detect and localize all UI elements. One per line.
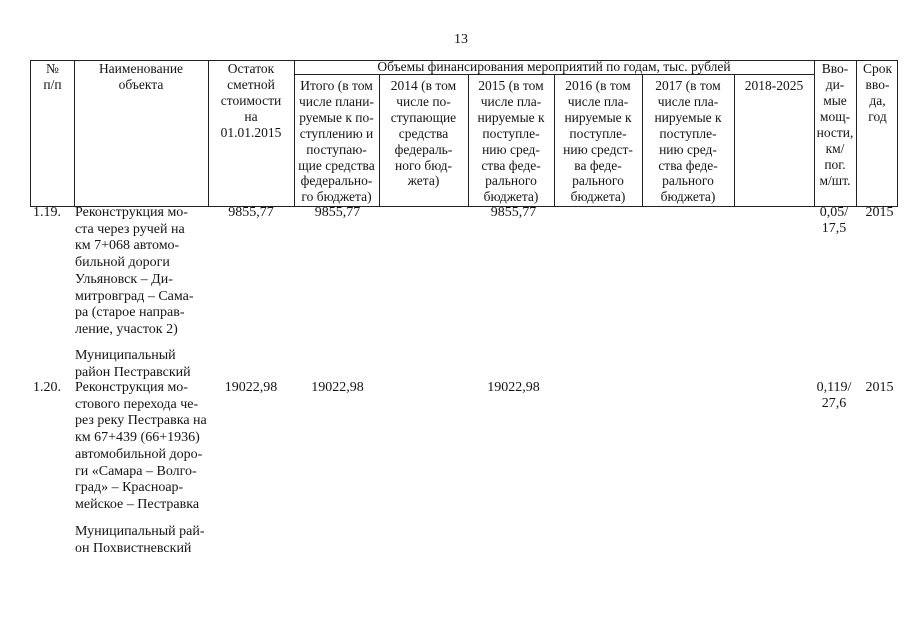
table-row: [0, 205, 905, 355]
row-capacity: 0,119/ 27,6: [816, 380, 852, 412]
row-funding-total: 9855,77: [314, 205, 361, 220]
page-number: 13: [454, 32, 468, 47]
header-balance: Остаток сметной стоимости на 01.01.2015: [220, 61, 282, 140]
header-funding-2014: 2014 (в том числе по- ступающие средства федераль- ного бюд- жета): [390, 78, 457, 189]
header-funding-2017: 2017 (в том числе пла- нируемые к поступле- нию сред- ства феде- рального бюджета): [654, 78, 722, 205]
table-row: [0, 380, 905, 530]
row-commission-year: 2015: [865, 205, 894, 220]
header-funding-2016: 2016 (в том числе пла- нируемые к поступле- нию средст- ва феде- рального бюджета): [563, 78, 633, 205]
header-number: № п/п: [43, 61, 62, 92]
district-heading: Муниципальный рай- он Похвистневский: [75, 524, 205, 556]
header-funding-title: Объемы финансирования мероприятий по годам, тыс. рублей: [377, 59, 731, 74]
row-object-name: Реконструкция мо- стового перехода че- рез реку Пестравка на км 67+439 (66+1936) автомобильной доро- ги «Самара – Волго- град» – Красноар- мейское – Пестравка: [75, 380, 207, 512]
row-object-name: Реконструкция мо- ста через ручей на км 7+068 автомо- бильной дороги Ульяновск – Ди- митровград – Сама- ра (старое направ- ление, участок 2): [75, 205, 194, 337]
row-balance: 19022,98: [224, 380, 278, 395]
row-balance: 9855,77: [228, 205, 274, 220]
header-funding-total: Итого (в том числе плани- руемые к по- ступлению и поступаю- щие средства федерально- го бюджета): [298, 78, 375, 205]
row-funding-2015: 19022,98: [487, 380, 540, 395]
header-commission-year: Срок вво- да, год: [862, 61, 893, 124]
header-object-name: Наименование объекта: [98, 61, 184, 92]
header-funding-2018-2025: 2018-2025: [744, 78, 804, 93]
table-header: [30, 60, 898, 207]
row-number: 1.19.: [33, 205, 61, 220]
row-funding-2015: 9855,77: [490, 205, 537, 220]
header-capacity: Вво- ди- мые мощ- ности, км/ пог. м/шт.: [816, 61, 854, 188]
district-heading: Муниципальный район Пестравский: [75, 348, 191, 380]
row-commission-year: 2015: [865, 380, 894, 395]
row-capacity: 0,05/ 17,5: [819, 205, 849, 237]
funding-header-divider: [294, 74, 814, 75]
row-number: 1.20.: [33, 380, 61, 395]
row-funding-total: 19022,98: [311, 380, 364, 395]
header-funding-2015: 2015 (в том числе пла- нируемые к поступле- нию сред- ства феде- рального бюджета): [477, 78, 545, 205]
